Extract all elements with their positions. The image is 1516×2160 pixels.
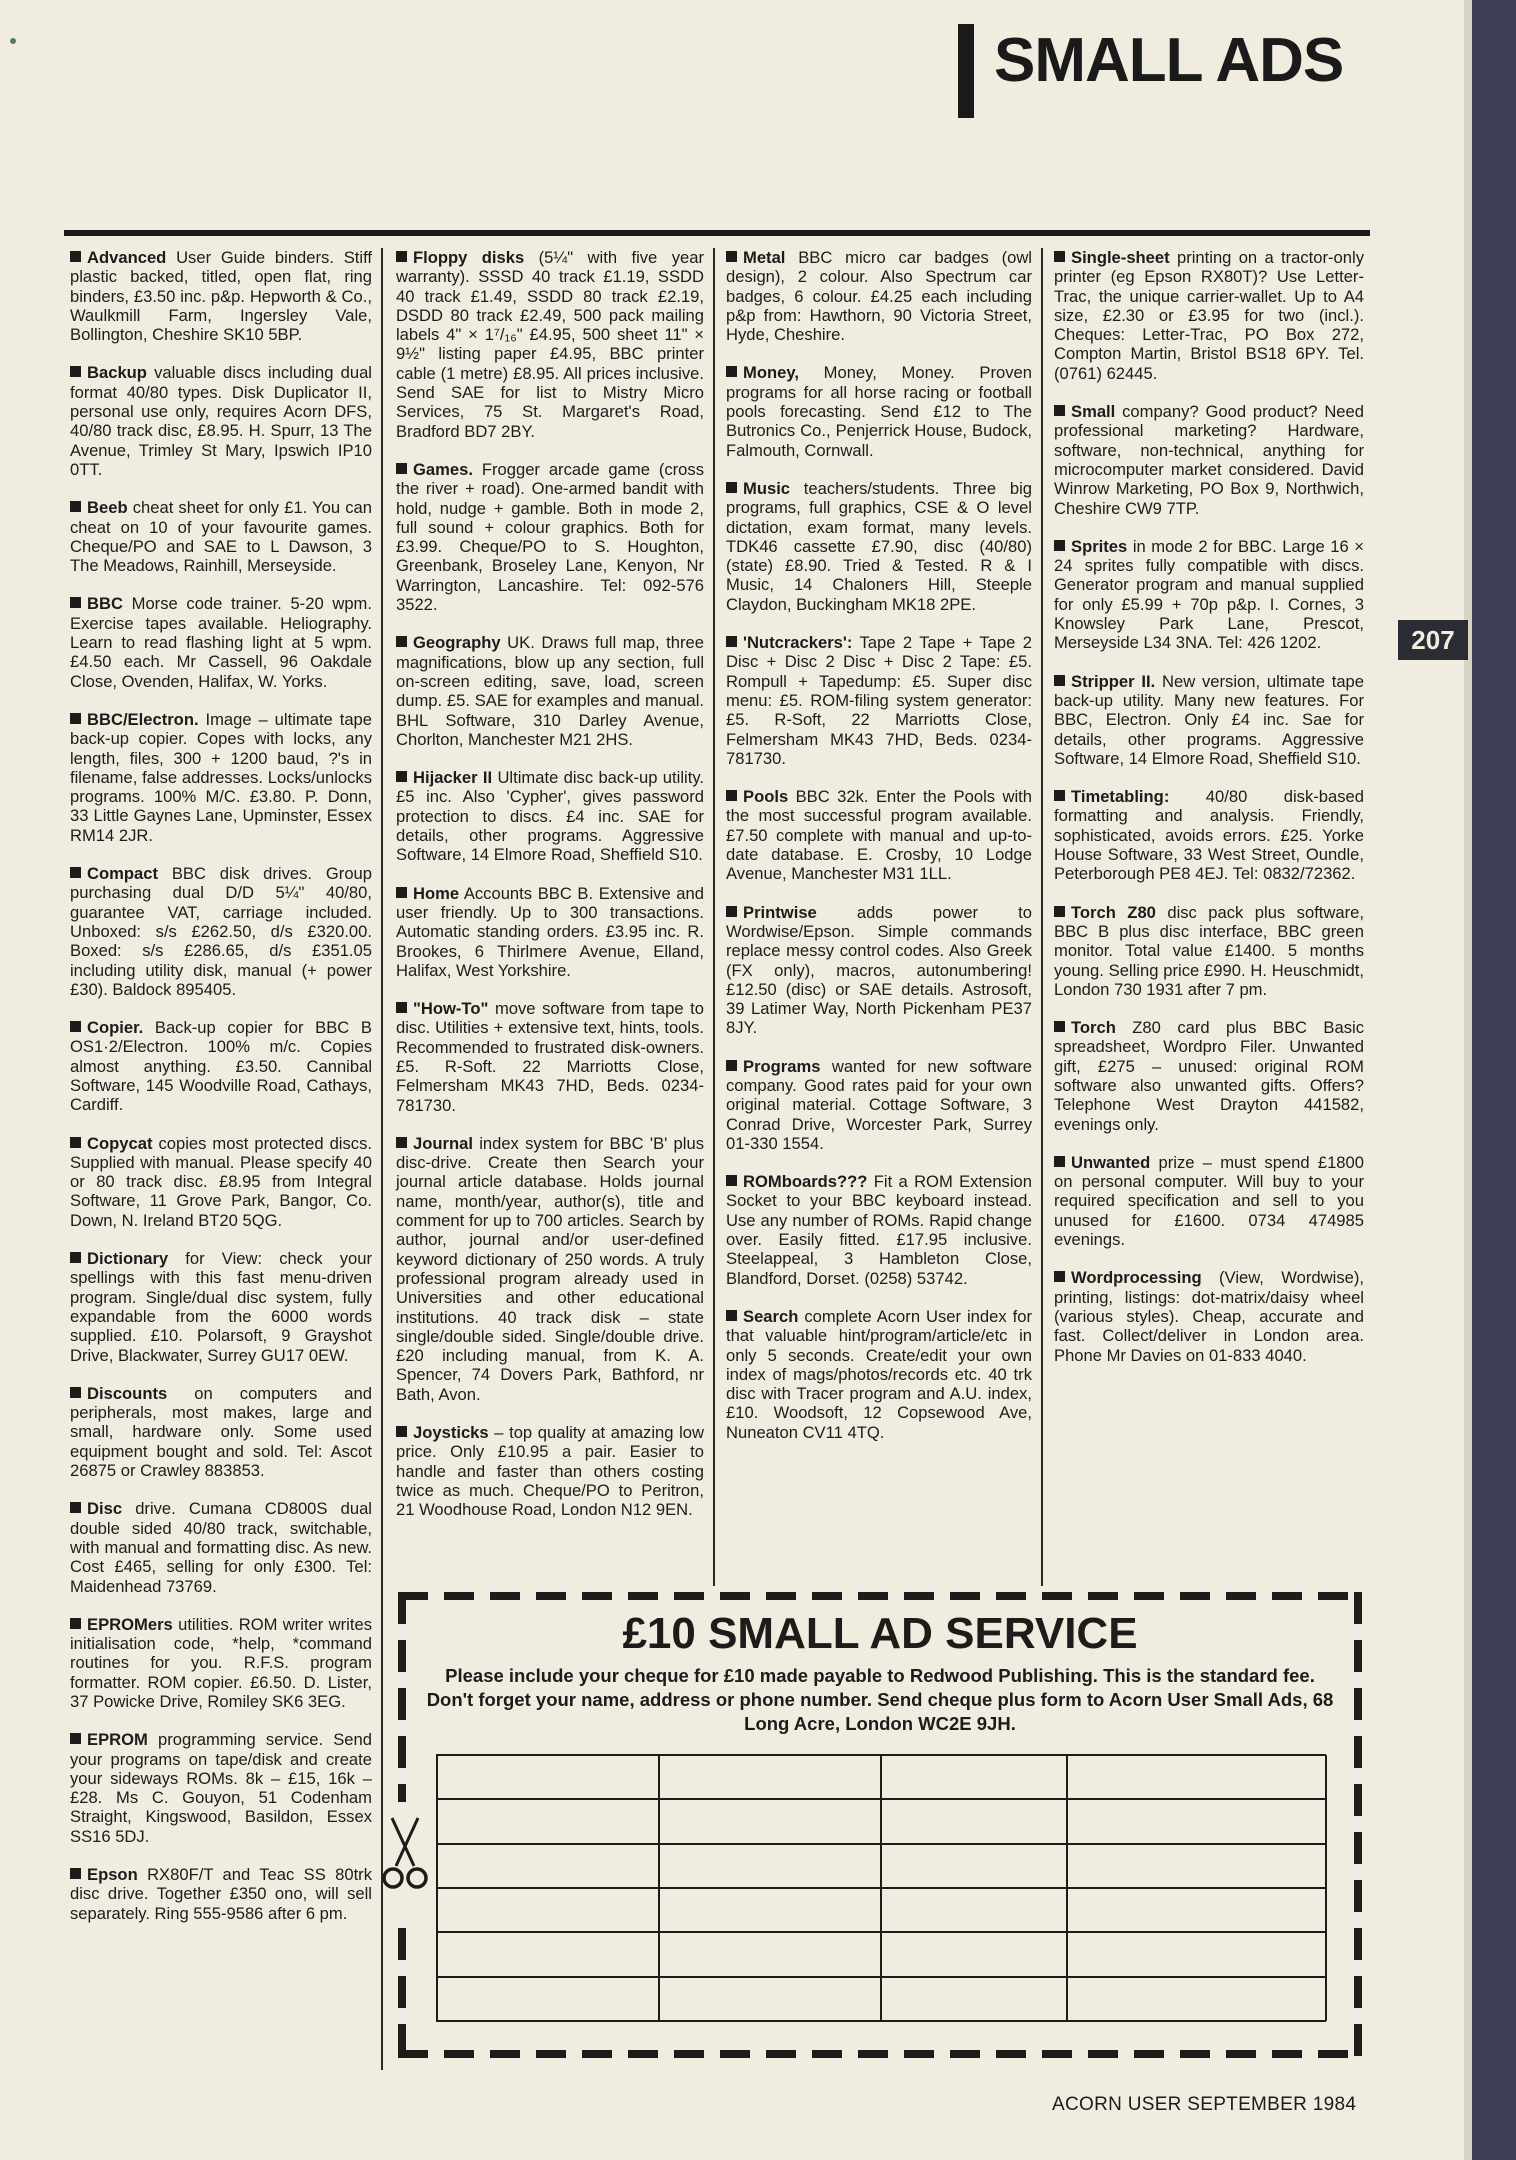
ad-body: disc pack plus software, BBC B plus disc interface, BBC green monitor. Total value £1400. 5 months young. Selling price £990. H. Heuschmidt, London 730 1931 after 7 pm. [1054,902,1364,999]
ad-body: Tape 2 Tape + Tape 2 Disc + Disc 2 Disc + Disc 2 Tape: £5. Rompull + Tapedump: £5. Super disc menu: £5. ROM-filing system generator: £5. R-Soft, 22 Marriotts Close, Felmersham MK43 7HD, Beds. 0234-781730. [726,633,1032,768]
square-bullet-icon [396,887,407,898]
small-ad [726,1057,1032,1153]
ad-heading: Unwanted [1071,1152,1151,1172]
form-cell[interactable] [1067,1932,1327,1976]
form-cell[interactable] [881,1844,1067,1888]
square-bullet-icon [70,1733,81,1744]
square-bullet-icon [70,1502,81,1513]
small-ad [1054,903,1364,999]
small-ad [726,479,1032,614]
square-bullet-icon [726,1060,737,1071]
small-ad [396,768,704,864]
square-bullet-icon [70,251,81,262]
ad-body: teachers/students. Three big programs, full graphics, CSE & O level dictation, exam format, many levels. TDK46 cassette £7.90, disc (40/80) (state) £8.90. Tried & Tested. R & I Music, 14 Chaloners Hill, Steeple Claydon, Buckingham MK18 2PE. [726,478,1032,614]
ad-service-form [398,1592,1362,2058]
scissors-icon [382,1814,428,1900]
ad-body: utilities. ROM writer writes initialisation code, *help, *command routines for you. R.F.S. program formatter. ROM copier. £6.50. D. Lister, 37 Powicke Drive, Romiley SK6 3EG. [70,1614,372,1711]
square-bullet-icon [726,790,737,801]
ad-body: (View, Wordwise), printing, listings: dot-matrix/daisy wheel (various styles). Cheap, accurate and fast. Collect/deliver in London area. Phone Mr Davies on 01-833 4040. [1054,1268,1364,1365]
small-ad [70,498,372,575]
square-bullet-icon [1054,906,1065,917]
service-instructions: Please include your cheque for £10 made payable to Redwood Publishing. This is the standard fee. Don't forget your name, address or phone number. Send cheque plus form to Acorn User Small Ads, 68 Long Acre, London WC2E 9JH. [426,1665,1334,1734]
form-cell[interactable] [659,1755,881,1799]
ad-body: – top quality at amazing low price. Only £10.95 a pair. Easier to handle and faster than others costing twice as much. Cheque/PO to Peritron, 21 Woodhouse Road, London N12 9EN. [396,1423,704,1520]
small-ad [70,864,372,999]
square-bullet-icon [396,1137,407,1148]
form-cell[interactable] [881,1799,1067,1843]
ad-heading: Floppy disks [413,248,525,267]
ad-heading: Money, [743,363,799,383]
ad-heading: Copycat [87,1133,153,1153]
small-ad [726,363,1032,459]
small-ad [70,363,372,479]
square-bullet-icon [1054,1021,1065,1032]
form-cell[interactable] [659,1844,881,1888]
ad-heading: ROMboards??? [743,1172,868,1192]
form-cell[interactable] [881,1932,1067,1976]
small-ad [726,633,1032,768]
small-ad [70,594,372,690]
ad-body: (5¼" with five year warranty). SSSD 40 track £1.19, SSDD 40 track £1.49, SSDD 80 track £2.19, DSDD 80 track £2.49, 500 pack mailing labels 4" × 1⁷/₁₆" £4.95, 500 sheet 11" × 9½" listing paper £4.95, BBC printer cable (1 metre) £8.95. All prices inclusive. Send SAE for list to Mistry Micro Services, 75 St. Margaret's Road, Bradford BD7 2BY. [396,248,704,441]
square-bullet-icon [1054,1271,1065,1282]
small-ad [1054,537,1364,653]
square-bullet-icon [396,251,407,262]
ad-body: printing on a tractor-only printer (eg Epson RX80T)? Use Letter-Trac, the unique carrier-wallet. Up to A4 size, £2.30 or £3.95 for two (incl.). Cheques: Letter-Trac, PO Box 272, Compton Martin, Bristol BS18 6PY. Tel. (0761) 62445. [1054,248,1364,383]
form-cell[interactable] [437,1977,659,2021]
small-ad [70,1730,372,1846]
ad-heading: Disc [87,1499,123,1519]
square-bullet-icon [70,1021,81,1032]
ad-heading: Journal [413,1133,473,1153]
square-bullet-icon [70,713,81,724]
ad-body: adds power to Wordwise/Epson. Simple commands replace messy control codes. Also Greek (FX only), macros, autonumbering! £12.50 (disc) or SAE details. Astrosoft, 39 Latimer Way, North Pickenham PE37 8JY. [726,902,1032,1038]
margin-dot [10,38,16,44]
small-ad [396,633,704,749]
form-cell[interactable] [659,1932,881,1976]
ad-heading: Discounts [87,1383,168,1403]
form-cell[interactable] [437,1755,659,1799]
ad-heading: Single-sheet [1071,248,1170,267]
square-bullet-icon [1054,790,1065,801]
ad-body: Accounts BBC B. Extensive and user friendly. Up to 300 transactions. Automatic standing orders. £3.95 inc. R. Brookes, 6 Thirlmere Avenue, Elland, Halifax, West Yorkshire. [396,883,704,980]
small-ad [1054,1268,1364,1364]
section-title: SMALL ADS [994,26,1344,95]
ads-column-2 [396,248,704,1539]
small-ad [70,1384,372,1480]
form-cell[interactable] [1067,1799,1327,1843]
ads-column-4 [1054,248,1364,1384]
small-ad [726,248,1032,344]
square-bullet-icon [396,463,407,474]
form-cell[interactable] [437,1932,659,1976]
ad-heading: BBC/Electron. [87,709,199,729]
square-bullet-icon [70,1618,81,1629]
square-bullet-icon [70,501,81,512]
ad-heading: Timetabling: [1071,787,1170,807]
ad-heading: Compact [87,864,158,884]
ad-heading: Wordprocessing [1071,1268,1202,1288]
ad-body: User Guide binders. Stiff plastic backed, titled, open flat, ring binders, £3.50 inc. p&p. Hepworth & Co., Waulkmill Farm, Ingersley Vale, Bollington, Cheshire SK10 5BP. [70,248,372,345]
square-bullet-icon [70,1387,81,1398]
square-bullet-icon [70,867,81,878]
square-bullet-icon [1054,540,1065,551]
ad-body: index system for BBC 'B' plus disc-drive. Create then Search your journal article database. Holds journal name, month/year, author(s), title and comment for up to 700 articles. Search by author, journal and/or user-defined keyword dictionary of 250 words. A truly professional program already used in Universities and other educational institutions. 40 track disk – state single/double sided. Single/double drive. £20 including manual, from K. A. Spencer, 74 Dovers Park, Bathford, nr Bath, Avon. [396,1133,704,1404]
small-ad [70,1249,372,1365]
ad-heading: Dictionary [87,1249,169,1269]
square-bullet-icon [396,771,407,782]
ad-body: Money, Money. Proven programs for all horse racing or football pools forecasting. Send £12 to The Butronics Co., Penjerrick House, Budock, Falmouth, Cornwall. [726,363,1032,460]
small-ad [70,1134,372,1230]
ads-column-1 [70,248,372,1942]
ad-heading: Search [743,1306,799,1326]
header-bar [958,24,974,118]
form-cell[interactable] [1067,1977,1327,2021]
ad-heading: EPROMers [87,1614,173,1634]
ad-heading: Metal [743,248,786,267]
column-divider [713,248,715,1586]
page-number: 207 [1398,620,1468,660]
ad-heading: Beeb [87,498,128,518]
small-ad [396,884,704,980]
square-bullet-icon [726,366,737,377]
square-bullet-icon [70,1252,81,1263]
small-ad [726,787,1032,883]
page-edge [1472,0,1516,2160]
ad-body: on computers and peripherals, most makes, large and small, hardware only. Some used equipment bought and sold. Tel: Ascot 26875 or Crawley 883853. [70,1383,372,1481]
small-ad [396,1423,704,1519]
ad-heading: Torch [1071,1018,1116,1038]
column-divider [1041,248,1043,1586]
form-cell[interactable] [881,1977,1067,2021]
form-cell[interactable] [1067,1888,1327,1932]
square-bullet-icon [396,636,407,647]
small-ad [726,1307,1032,1442]
cut-line-right [1354,1592,1362,2058]
ad-body: Back-up copier for BBC B OS1·2/Electron. 100% m/c. Copies almost anything. £3.50. Cannibal Software, 145 Woodville Road, Cathays, Cardiff. [70,1018,372,1115]
square-bullet-icon [726,251,737,262]
ad-body: move software from tape to disc. Utilities + extensive text, hints, tools. Recommended to frustrated disk-owners. £5. R-Soft. 22 Marriotts Close, Felmersham MK43 7HD, Beds. 0234-781730. [396,999,704,1115]
footer-credit: ACORN USER SEPTEMBER 1984 [1052,2094,1357,2115]
form-cell[interactable] [659,1799,881,1843]
header-rule [64,230,1370,236]
ad-body: BBC 32k. Enter the Pools with the most successful program available. £7.50 complete with manual and up-to-date database. E. Crosby, 10 Lodge Avenue, Manchester M31 1LL. [726,787,1032,884]
ad-body: New version, ultimate tape back-up utility. Many new features. For BBC, Electron. Only £4 inc. Sae for details, other programs. Aggressive Software, 14 Elmore Road, Sheffield S10. [1054,671,1365,768]
ad-body: Fit a ROM Extension Socket to your BBC keyboard instead. Use any number of ROMs. Rapid change over. Easily fitted. £17.95 inclusive. Steelappeal, 3 Hambleton Close, Blandford, Dorset. (0258) 53742. [726,1172,1032,1288]
ad-heading: Epson [87,1865,138,1885]
small-ad [726,903,1032,1038]
ad-heading: Home [413,883,460,903]
ad-heading: Torch Z80 [1071,902,1156,922]
ad-entry-grid[interactable] [436,1754,1326,2022]
ad-heading: Printwise [743,902,817,922]
ad-heading: Games. [413,459,473,479]
form-cell[interactable] [1067,1755,1327,1799]
ad-heading: "How-To" [413,999,489,1019]
square-bullet-icon [1054,405,1065,416]
form-cell[interactable] [437,1888,659,1932]
form-cell[interactable] [1067,1844,1327,1888]
small-ad [70,710,372,845]
ad-heading: Stripper II. [1071,671,1156,691]
ad-heading: Advanced [87,248,167,267]
small-ad [70,1615,372,1711]
ad-heading: Joysticks [413,1423,489,1443]
ad-body: programming service. Send your programs on tape/disk and create your sideways ROMs. 8k – £15, 16k – £28. Ms C. Gouyon, 51 Codenham Straight, Kingswood, Basildon, Essex SS16 5DJ. [70,1730,372,1846]
ad-heading: 'Nutcrackers': [743,633,853,653]
small-ad [1054,1153,1364,1249]
ad-body: Z80 card plus BBC Basic spreadsheet, Wordpro Filer. Unwanted gift, £275 – unused: original ROM software also unwanted gifts. Offers? Telephone West Drayton 441582, evenings only. [1054,1018,1364,1134]
ad-body: wanted for new software company. Good rates paid for your own original material. Cottage Software, 3 Conrad Drive, Worcester Park, Surrey 01-330 1554. [726,1056,1032,1153]
ad-body: Image – ultimate tape back-up copier. Copes with locks, any length, files, 300 + 1200 baud, ?'s in filename, false addresses. Locks/unlocks programs. 100% M/C. £3.80. P. Donn, 33 Little Gaynes Lane, Upminster, Essex RM14 2JR. [70,709,372,845]
ad-heading: Music [743,478,791,498]
ad-body: Morse code trainer. 5-20 wpm. Exercise tapes available. Heliography. Learn to read flashing light at 5 wpm. £4.50 each. Mr Cassell, 96 Oakdale Close, Ovenden, Halifax, W. Yorks. [70,594,372,691]
small-ad [70,1499,372,1595]
small-ad [70,1865,372,1923]
small-ad [1054,402,1364,518]
ads-column-3 [726,248,1032,1461]
square-bullet-icon [70,1137,81,1148]
ad-body: BBC micro car badges (owl design), 2 colour. Also Spectrum car badges, 6 colour. £4.25 each including p&p from: Hawthorn, 90 Victoria Street, Hyde, Cheshire. [726,248,1032,345]
small-ad [396,248,704,441]
small-ad [1054,1018,1364,1134]
small-ad [726,1172,1032,1288]
square-bullet-icon [396,1426,407,1437]
small-ad [70,1018,372,1114]
service-title: £10 SMALL AD SERVICE [622,1609,1138,1658]
form-cell[interactable] [437,1799,659,1843]
form-cell[interactable] [881,1755,1067,1799]
square-bullet-icon [726,636,737,647]
ad-heading: EPROM [87,1730,148,1750]
small-ad [70,248,372,344]
form-cell[interactable] [659,1888,881,1932]
ad-heading: Backup [87,363,147,383]
ad-heading: Copier. [87,1018,144,1038]
square-bullet-icon [726,906,737,917]
small-ad [396,460,704,614]
form-cell[interactable] [881,1888,1067,1932]
square-bullet-icon [726,1175,737,1186]
form-cell[interactable] [437,1844,659,1888]
ad-body: cheat sheet for only £1. You can cheat on 10 of your favourite games. Cheque/PO and SAE to L Dawson, 3 The Meadows, Rainhill, Merseyside. [70,498,372,576]
square-bullet-icon [726,482,737,493]
square-bullet-icon [1054,251,1065,262]
square-bullet-icon [1054,1156,1065,1167]
ad-body: company? Good product? Need professional marketing? Hardware, software, non-technical, anything for microcomputer market considered. David Winrow Marketing, PO Box 9, Northwich, Cheshire CW9 7TP. [1054,402,1364,518]
small-ad [1054,248,1364,383]
ad-heading: Small [1071,402,1116,422]
square-bullet-icon [70,597,81,608]
ad-body: RX80F/T and Teac SS 80trk disc drive. Together £350 ono, will sell separately. Ring 555-9586 after 6 pm. [70,1865,372,1923]
ad-heading: Pools [743,787,789,807]
column-divider [381,248,383,2070]
small-ad [396,999,704,1115]
ad-heading: BBC [87,594,123,614]
ad-body: UK. Draws full map, three magnifications, blow up any section, full on-screen editing, save, load, screen dump. £5. SAE for examples and manual. BHL Software, 310 Darley Avenue, Chorlton, Manchester M21 2HS. [396,633,704,749]
square-bullet-icon [70,366,81,377]
ad-body: BBC disk drives. Group purchasing dual D/D 5¼" 40/80, guarantee VAT, carriage included. Unboxed: s/s £262.50, d/s £320.00. Boxed: s/s £286.65, d/s £351.05 including utility disk, manual (+ power £30). Baldock 895405. [70,864,372,999]
page-fold [1464,0,1472,2160]
ad-body: for View: check your spellings with this fast menu-driven program. Single/dual disc system, fully expandable from the 6000 words supplied. £10. Polarsoft, 9 Grayshot Drive, Blackwater, Surrey GU17 0EW. [70,1249,372,1365]
square-bullet-icon [70,1868,81,1879]
ad-body: complete Acorn User index for that valuable hint/program/article/etc in only 5 seconds. Create/edit your own index of mags/photos/records etc. 40 trk disc with Tracer program and A.U. index, £10. Woodsoft, 12 Copsewood Ave, Nuneaton CV11 4TQ. [726,1306,1032,1442]
ad-body: prize – must spend £1800 on personal computer. Will buy to your required specification and sell to you unused for £1600. 0734 474985 evenings. [1054,1152,1364,1250]
ad-body: 40/80 disk-based formatting and analysis. Friendly, sophisticated, avoids errors. £25. Yorke House Software, 33 West Street, Oundle, Peterborough PE8 4EJ. Tel: 0832/72362. [1054,787,1364,884]
ad-body: Ultimate disc back-up utility. £5 inc. Also 'Cypher', gives password protection to discs. £4 inc. SAE for details, other programs. Aggressive Software, 14 Elmore Road, Sheffield S10. [396,768,704,865]
ad-heading: Sprites [1071,536,1128,556]
ad-body: valuable discs including dual format 40/80 types. Disk Duplicator II, personal use only, requires Acorn DFS, 40/80 track disc, £8.95. H. Spurr, 13 The Avenue, Trimley St Mary, Ipswich IP10 0TT. [70,363,372,479]
square-bullet-icon [726,1310,737,1321]
small-ad [1054,672,1364,768]
small-ad [1054,787,1364,883]
ad-body: Frogger arcade game (cross the river + road). One-armed bandit with hold, nudge + gamble. Both in mode 2, full sound + colour graphics. Both for £3.99. Cheque/PO to S. Houghton, Greenbank, Broseley Lane, Kenyon, Nr Warrington, Lancashire. Tel: 092-576 3522. [396,459,704,615]
square-bullet-icon [1054,675,1065,686]
form-cell[interactable] [659,1977,881,2021]
cut-line-bottom [398,2050,1362,2058]
square-bullet-icon [396,1002,407,1013]
small-ad [396,1134,704,1404]
cut-line-top [398,1592,1362,1600]
ad-heading: Programs [743,1056,821,1076]
ad-body: in mode 2 for BBC. Large 16 × 24 sprites fully compatible with discs. Generator program and manual supplied for only £5.99 + 70p p&p. I. Cornes, 3 Knowsley Park Lane, Prescot, Merseyside L34 3NA. Tel: 426 1202. [1054,536,1364,653]
ad-body: copies most protected discs. Supplied with manual. Please specify 40 or 80 track disc. £8.95 from Integral Software, 11 Grove Park, Bangor, Co. Down, N. Ireland BT20 5QG. [70,1133,372,1230]
ad-heading: Geography [413,633,501,653]
ad-heading: Hijacker II [413,768,493,788]
ad-body: drive. Cumana CD800S dual double sided 40/80 track, switchable, with manual and formatting disc. As new. Cost £465, selling for only £300. Tel: Maidenhead 73769. [70,1499,372,1596]
